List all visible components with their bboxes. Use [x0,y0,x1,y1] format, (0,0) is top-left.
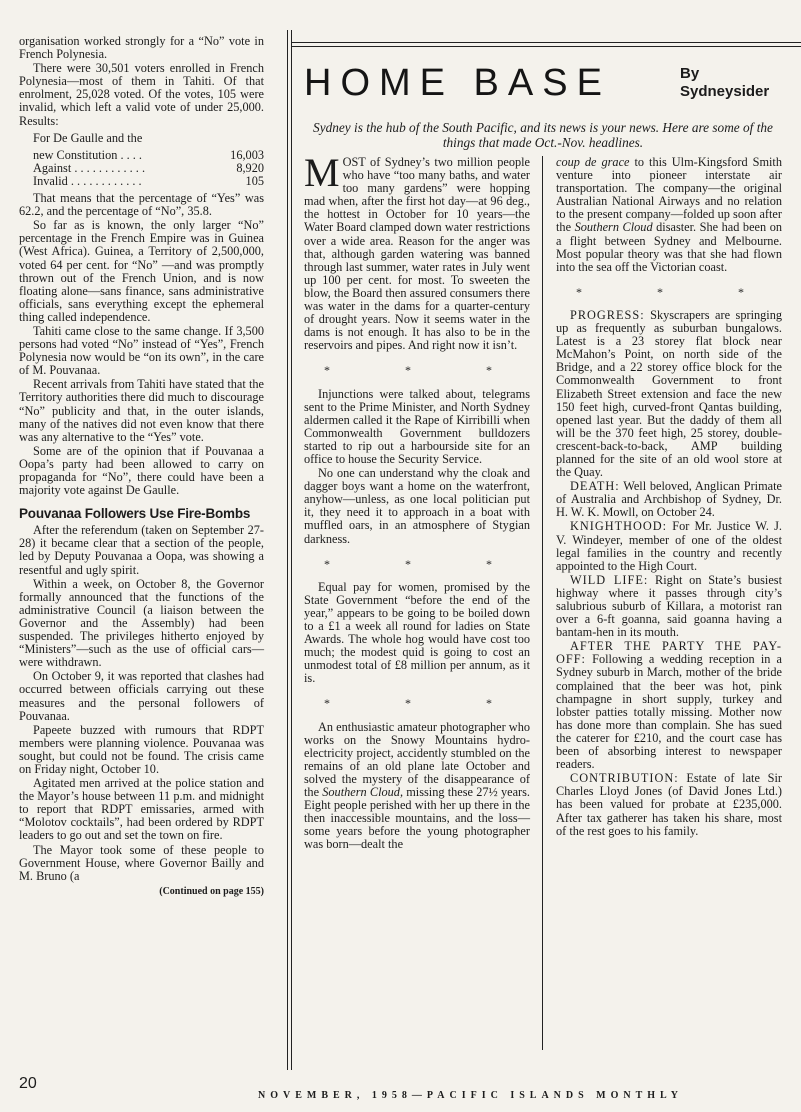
paragraph: After the referendum (taken on September 27-28) it became clear that a section of the people, led by Deputy Pouvanaa a Oopa, was showing a resentful and ugly spirit. [19,523,264,577]
item-text: Skyscrapers are springing up as frequently as suburban bungalows. Latest is a 23 storey flat block near McMahon’s Point, on north side of the Bridge, and a 22 storey office block for the Commonwealth Government to front Elizabeth Street extension and face the new 150 feet high, curved-front Qantas building, opened last year. But the daddy of them all will be the 370 feet high, 25 storey, double-crescent-back-to-back, AMP building planned for the site of an old wool store at the Quay. [556,307,782,480]
right-column [556,156,782,839]
result-label: Invalid . . . . . . . . . . . . [33,174,142,188]
column-divider-rule [542,156,543,1050]
item-keyword: CONTRIBUTION: [570,771,679,786]
paragraph: Within a week, on October 8, the Governor formally announced that the functions of the administrative Council (a liaison between the Governor and the Assembly) had been suspended. The privileges hitherto enjoyed by “Ministers”—such as the use of official cars—were withdrawn. [19,576,264,670]
lead-text: OST of Sydney’s two million people who have “too many baths, and water too many gardens” were hopping mad when, after the first hot day—at 96 deg., the hottest in October for 10 years—the Water Board clamped down water restrictions over a wide area. Reason for the anger was that, although garden watering was banned through last summer, water rates in July went up 100 per cent. for most. To sweeten the blow, the Board then assured consumers there was water in the dams for a quarter-century of drought years. Now it seems water in the dams is not enough. It has also to be in the reservoirs and pipes. And right now it isn’t. [304,155,530,353]
running-footer: NOVEMBER, 1958—PACIFIC ISLANDS MONTHLY [258,1090,684,1101]
result-value: 16,003 [230,147,264,162]
lead-paragraph [304,150,530,353]
referendum-results [19,132,264,188]
news-item [556,520,782,572]
text-run: disaster. She had been on a flight between Sydney and Melbourne. Most popular theory was that she had flown into the sea off the Victorian coast. [556,220,782,274]
paragraph [556,156,782,274]
paragraph: There were 30,501 voters enrolled in French Polynesia—most of them in Tahiti. Of that enrolment, 25,028 voted. Of the votes, 105 were invalid, which left a valid vote of under 25,000. Results: [19,61,264,128]
section-separator: * * * [324,696,528,711]
result-value: 105 [245,173,264,188]
item-text: Well beloved, Anglican Primate of Australia and Archbishop of Sydney, Dr. H. W. K. Mowll, on October 24. [556,479,782,520]
item-text: For Mr. Justice W. J. V. Windeyer, member of one of the oldest legal families in the country and recently appointed to the High Court. [556,519,782,573]
paragraph: Agitated men arrived at the police station and the Mayor’s house between 11 p.m. and midnight to report that RDPT emissaries, armed with “Molotov cocktails”, had been ordered by RDPT leaders to go out and set the town on fire. [19,776,264,843]
continued-note: (Continued on page 155) [159,885,264,897]
result-row [19,162,264,175]
result-value: 8,920 [236,160,264,175]
frame-top-rule-inner [291,46,801,47]
text-run: An enthusiastic amateur photographer who works on the Snowy Mountains hydro-electricity project, accidently stumbled on the remains of an old plane late October and solved the mystery of the disappearance of the [304,719,530,800]
paragraph: Injunctions were talked about, telegrams sent to the Prime Minister, and North Sydney aldermen called it the Rape of Kirribilli when Commonwealth Government bulldozers started to rip out a harbourside site for an office to house the Security Service. [304,386,530,466]
subheading: Pouvanaa Followers Use Fire-Bombs [19,506,251,522]
result-label: new Constitution . . . . [33,148,142,162]
section-separator: * * * [576,284,780,299]
text-run: missing these 27½ years. Eight people perished with her up there in the then inaccessible mountains, and the loss—some years before the young photographer was born—dealt the [304,785,530,852]
italic-text: Southern Cloud [574,220,653,235]
paragraph: No one can understand why the cloak and dagger boys want a home on the waterfront, anyhow—unless, as one local politician put it, they need it to approach in a boat with muffled oars, in an atmosphere of Stygian darkness. [304,466,530,546]
section-intro: Sydney is the hub of the South Pacific, and its news is your news. Here are some of the things that made Oct.-Nov. headlines. [313,120,773,150]
italic-text: Southern Cloud, [322,785,404,800]
middle-column [304,150,530,853]
news-item [556,480,782,519]
item-keyword: AFTER THE PARTY THE PAY-OFF: [556,639,782,667]
paragraph: Some are of the opinion that if Pouvanaa a Oopa’s party had been allowed to carry on propaganda for “No”, there could have been a majority vote against De Gaulle. [19,443,264,498]
item-keyword: DEATH: [570,479,620,494]
section-separator: * * * [324,363,528,378]
left-column [19,35,264,898]
paragraph: Tahiti came close to the same change. If 3,500 persons had voted “No” instead of “Yes”, French Polynesia now would be “on its own”, in the care of M. Pouvanaa. [19,323,264,378]
results-intro: For De Gaulle and the [33,130,143,145]
paragraph [304,721,530,852]
byline-by: By [680,65,700,82]
paragraph: On October 9, it was reported that clashes had occurred between officials carrying out these measures and the personal followers of Pouvanaa. [19,669,264,723]
italic-text: coup de grace [556,155,630,169]
item-text: Following a wedding reception in a Sydney suburb in March, mother of the bride complained that the beer was hot, pink champagne in short supply, turkey and lobster patties totally missing. Mother now has done more than complain. She has sued the caterer for £210, and the court case has been of absorbing interest to newspaper readers. [556,652,782,772]
section-separator: * * * [324,556,528,571]
item-keyword: KNIGHTHOOD: [570,519,668,534]
paragraph: Recent arrivals from Tahiti have stated that the Territory authorities there did much to discourage “No” publicity and that, in the outer islands, many of the natives did not even know that there was any alternative to the “Yes” vote. [19,377,264,444]
section-masthead [304,62,782,112]
paragraph: Papeete buzzed with rumours that RDPT members were planning violence. Pouvanaa was sought, but could not be found. The crisis came on Friday night, October 10. [19,722,264,776]
frame-left-rule [287,30,288,1070]
paragraph: The Mayor took some of these people to Government House, where Governor Bailly and M. Bruno (a [19,842,264,883]
section-title: HOME BASE [304,62,611,104]
byline [680,65,769,101]
result-label: Against . . . . . . . . . . . . [33,161,146,175]
paragraph: So far as is known, the only larger “No” percentage in the French Empire was in Guinea (West Africa). Guinea, a Territory of 2,500,000, voted 64 per cent. for “No” —and was promptly thrown out of the French Union, and is now floating alone—sans finance, sans administrative officials, sans everything except the ephemeral thing called independence. [19,218,264,324]
news-item [556,640,782,771]
paragraph: Equal pay for women, promised by the State Government “before the end of the year,” appears to be going to be boiled down to a £1 a week all round for ladies on State Awards. The whole hog would have cost too much; the modest quid is going to cost an unmodest total of £8 million per annum, as it is. [304,579,530,686]
news-item [556,772,782,837]
news-item [556,574,782,639]
result-row [19,149,264,162]
frame-left-rule-inner [291,30,292,1070]
text-run: to this Ulm-Kingsford Smith venture into pioneer interstate air transportation. The company—the original Australian National Airways and no relation to the present company—folded up soon after the [556,155,782,235]
frame-top-rule [291,42,801,43]
item-text: Right on State’s busiest highway where it passes through city’s salubrious suburb of Killara, a motorist ran over a 6-ft goanna, said goanna having a bantam-hen in its mouth. [556,572,783,640]
paragraph: organisation worked strongly for a “No” vote in French Polynesia. [19,34,264,62]
page-number: 20 [19,1075,37,1092]
item-keyword: PROGRESS: [570,307,645,322]
news-item [556,309,782,479]
paragraph: That means that the percentage of “Yes” was 62.2, and the percentage of “No”, 35.8. [19,191,264,219]
byline-author: Sydneysider [680,83,770,100]
item-keyword: WILD LIFE: [570,572,649,587]
item-text: Estate of late Sir Charles Lloyd Jones (of David Jones Ltd.) has been valued for probate at £235,000. After tax gatherer has taken his share, most of the rest goes to his family. [556,771,782,838]
result-row [19,175,264,188]
drop-cap: M [304,150,340,195]
